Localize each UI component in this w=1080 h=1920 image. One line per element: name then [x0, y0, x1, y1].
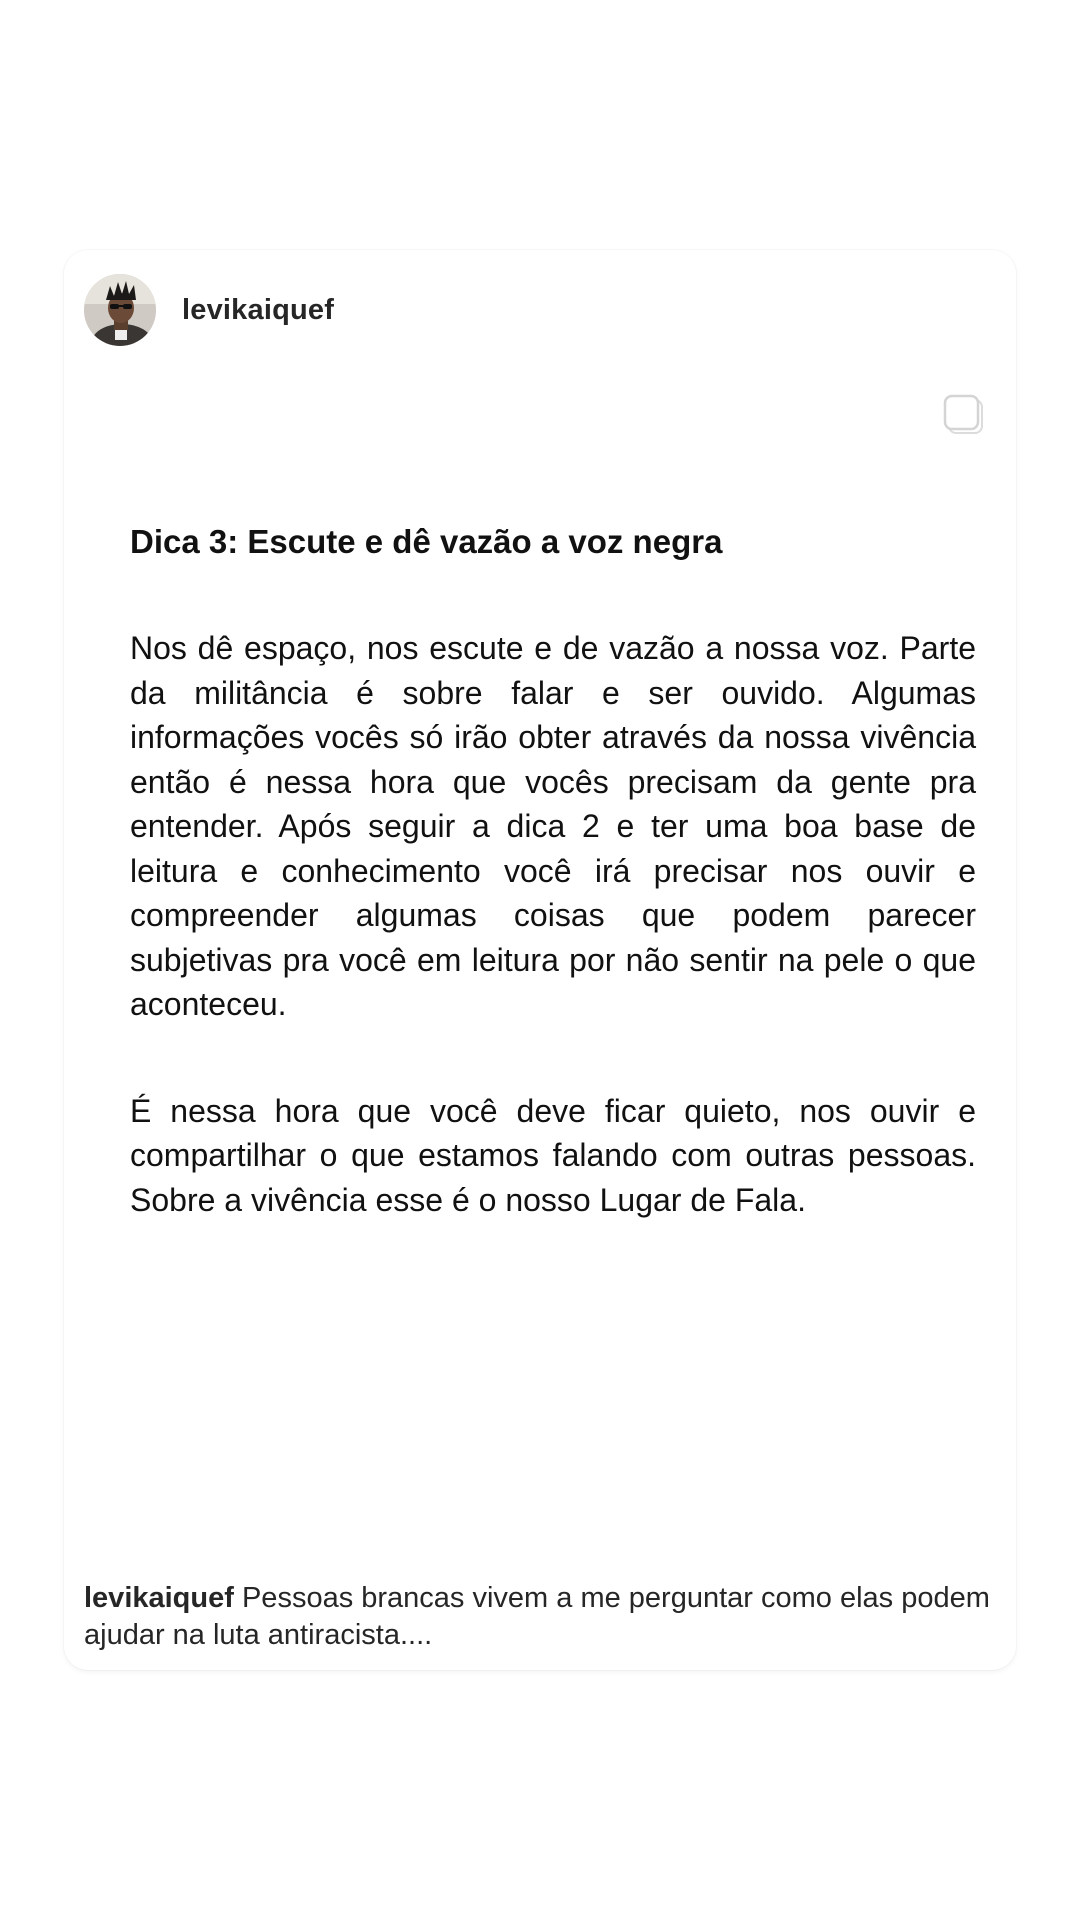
post-username[interactable]: levikaiquef: [182, 293, 335, 326]
post-image-text: [130, 520, 976, 1284]
avatar-photo: [84, 274, 156, 346]
post-card: [64, 250, 1016, 1670]
post-paragraph-1: Nos dê espaço, nos escute e de vazão a nossa voz. Parte da militância é sobre falar e ser ouvido. Algumas informações vocês só irão obter através da nossa vivência então é nessa hora que vocês precisam da gente pra entender. Após seguir a dica 2 e ter uma boa base de leitura e conhecimento você irá precisar nos ouvir e compreender algumas coisas que podem parecer subjetivas pra você em leitura por não sentir na pele o que aconteceu.: [130, 630, 976, 1022]
avatar[interactable]: [84, 274, 156, 346]
multiple-posts-icon: [942, 393, 986, 437]
post-caption[interactable]: [84, 1580, 996, 1654]
caption-text: Pessoas brancas vivem a me perguntar como elas podem ajudar na luta antiracista....: [84, 1582, 990, 1651]
post-header: [84, 270, 334, 350]
post-title: Dica 3: Escute e dê vazão a voz negra: [130, 523, 723, 560]
caption-username[interactable]: levikaiquef: [84, 1582, 234, 1614]
post-paragraph-2: É nessa hora que você deve ficar quieto, nos ouvir e compartilhar o que estamos falando com outras pessoas. Sobre a vivência esse é o nosso Lugar de Fala.: [130, 1092, 976, 1218]
